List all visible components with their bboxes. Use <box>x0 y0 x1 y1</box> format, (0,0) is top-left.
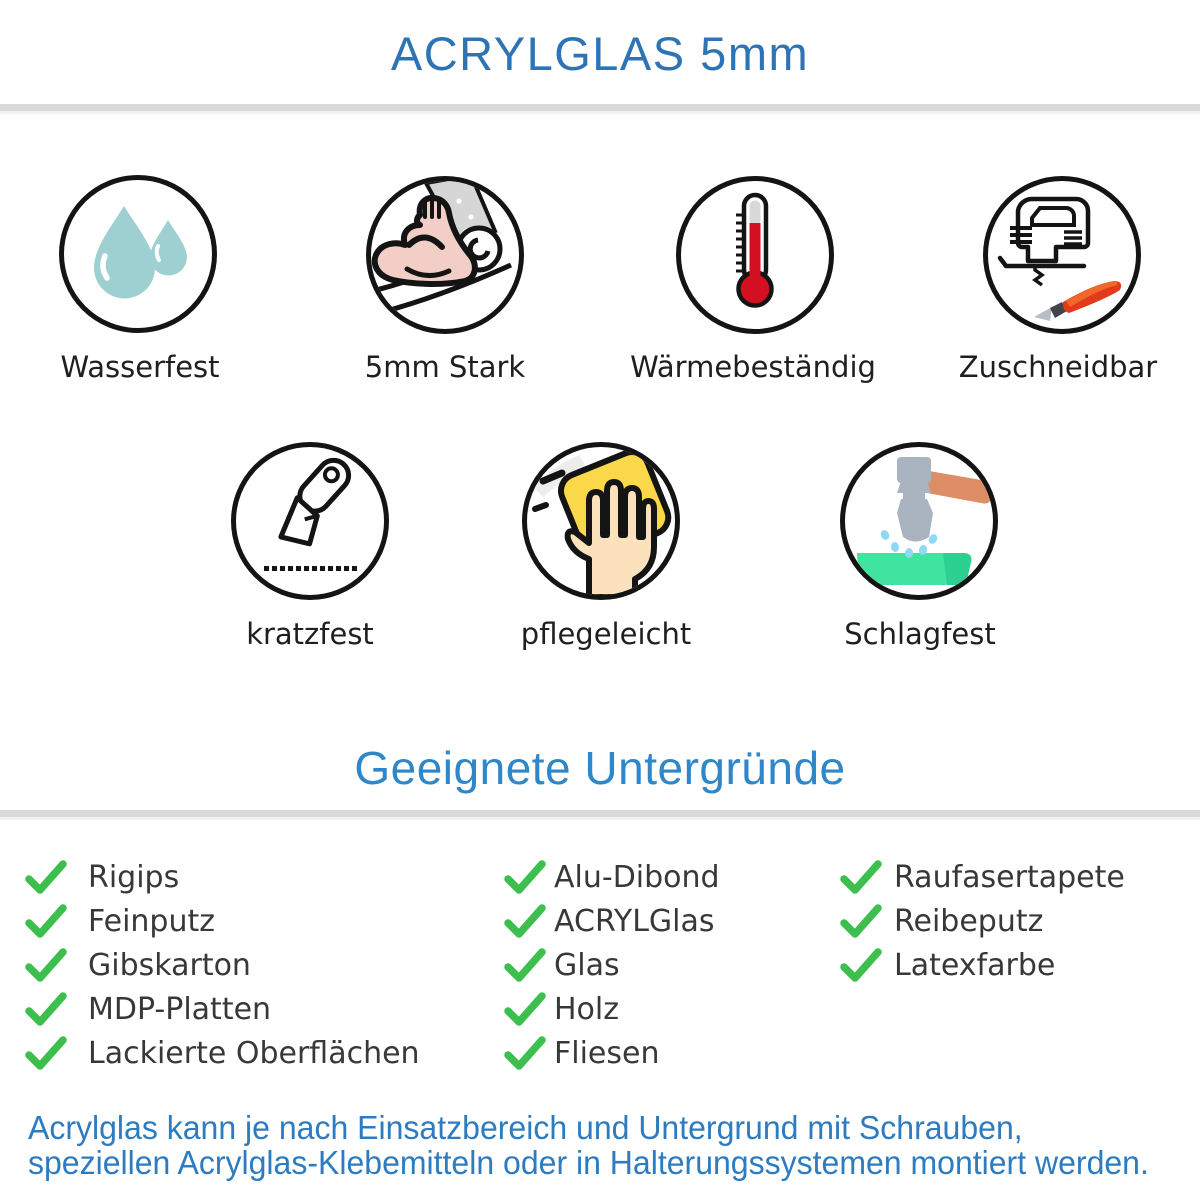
list-item <box>504 987 720 1031</box>
feature-circle-pflegeleicht <box>522 442 680 600</box>
feature-circle-waermebestaendig <box>676 176 834 334</box>
check-icon <box>840 904 882 938</box>
feature-circle-kratzfest <box>231 442 389 600</box>
check-icon <box>504 948 546 982</box>
list-item-label: Fliesen <box>554 1035 660 1071</box>
divider <box>0 810 1200 820</box>
list-item-label: Feinputz <box>88 903 215 939</box>
surface-column-1 <box>25 855 420 1075</box>
list-item-label: MDP-Platten <box>88 991 272 1027</box>
section-heading: Geeignete Untergründe <box>354 742 846 794</box>
check-icon <box>504 904 546 938</box>
check-icon <box>504 992 546 1026</box>
feature-label: kratzfest <box>246 617 374 651</box>
surface-column-2 <box>504 855 720 1075</box>
list-item <box>504 855 720 899</box>
list-item <box>25 1031 420 1075</box>
feature-circle-zuschneidbar <box>983 176 1141 334</box>
divider <box>0 104 1200 114</box>
feature-label: Wärmebeständig <box>630 350 876 384</box>
check-icon <box>25 992 67 1026</box>
list-item-label: Holz <box>554 991 619 1027</box>
feature-label: 5mm Stark <box>364 350 526 384</box>
list-item-label: Raufasertapete <box>894 859 1125 895</box>
feature-label: pflegeleicht <box>520 617 692 651</box>
feature-circle-5mm-stark <box>366 176 524 334</box>
list-item-label: ACRYLGlas <box>554 903 715 939</box>
mounting-note-line2: speziellen Acrylglas-Klebemitteln oder in Halterungssystemen montiert werden. <box>28 1144 1149 1181</box>
surface-column-3 <box>840 855 1125 987</box>
list-item <box>840 899 1125 943</box>
list-item-label: Latexfarbe <box>894 947 1056 983</box>
list-item <box>25 943 420 987</box>
check-icon <box>504 1036 546 1070</box>
utility-knife-icon <box>236 447 384 595</box>
list-item <box>840 855 1125 899</box>
muscle-arm-icon <box>371 181 519 329</box>
list-item <box>504 943 720 987</box>
feature-label: Schlagfest <box>844 617 996 651</box>
thermometer-icon <box>681 181 829 329</box>
check-icon <box>25 904 67 938</box>
check-icon <box>840 948 882 982</box>
list-item-label: Gibskarton <box>88 947 251 983</box>
list-item-label: Rigips <box>88 859 180 895</box>
list-item <box>25 899 420 943</box>
feature-label: Zuschneidbar <box>958 350 1158 384</box>
feature-circle-schlagfest <box>840 442 998 600</box>
check-icon <box>840 860 882 894</box>
mounting-note <box>28 1110 1200 1180</box>
check-icon <box>25 860 67 894</box>
list-item <box>25 855 420 899</box>
check-icon <box>25 948 67 982</box>
check-icon <box>25 1036 67 1070</box>
list-item <box>504 1031 720 1075</box>
list-item <box>840 943 1125 987</box>
dotted-line <box>264 566 357 571</box>
list-item <box>25 987 420 1031</box>
list-item <box>504 899 720 943</box>
hammer-icon <box>845 447 993 595</box>
feature-label: Wasserfest <box>60 350 220 384</box>
list-item-label: Alu-Dibond <box>554 859 720 895</box>
jigsaw-icon <box>988 181 1136 329</box>
mounting-note-line1: Acrylglas kann je nach Einsatzbereich und Untergrund mit Schrauben, <box>28 1109 1023 1146</box>
water-drops-icon <box>64 180 212 328</box>
hand-cloth-icon <box>527 447 675 595</box>
page-title: ACRYLGLAS 5mm <box>390 27 810 80</box>
list-item-label: Glas <box>554 947 620 983</box>
check-icon <box>504 860 546 894</box>
feature-circle-wasserfest <box>59 175 217 333</box>
list-item-label: Lackierte Oberflächen <box>88 1035 420 1071</box>
list-item-label: Reibeputz <box>894 903 1044 939</box>
